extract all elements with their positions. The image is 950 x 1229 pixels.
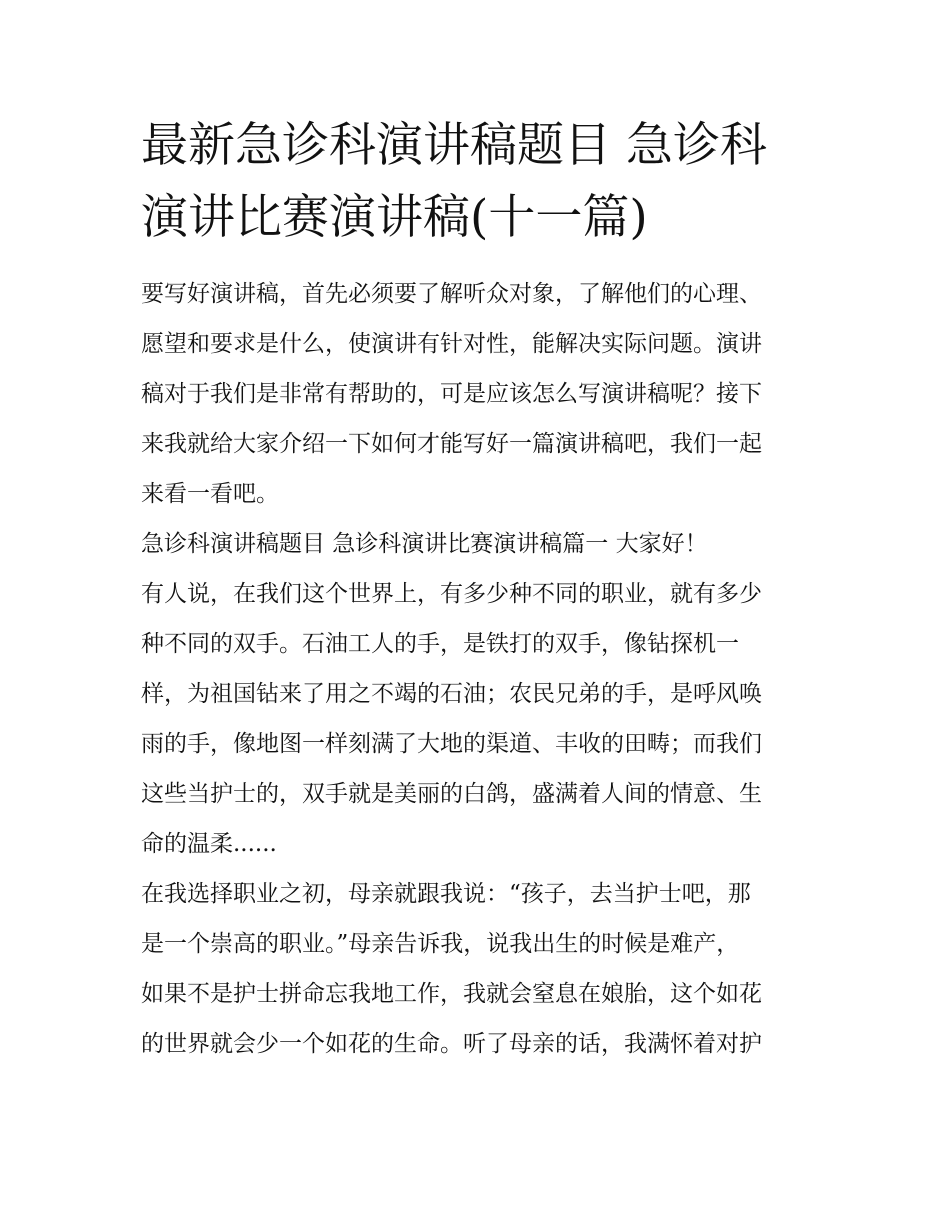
body-line: 是一个崇高的职业。”母亲告诉我，说我出生的时候是难产， [141,931,740,957]
body-line: 这些当护士的，双手就是美丽的白鸽，盛满着人间的情意、生 [141,781,762,807]
body-line: 如果不是护士拼命忘我地工作，我就会窒息在娘胎，这个如花 [141,981,762,1007]
body-line: 样，为祖国钻来了用之不竭的石油；农民兄弟的手，是呼风唤 [141,681,762,707]
title-line: 最新急诊科演讲稿题目 急诊科 [141,118,767,173]
body-line: 种不同的双手。石油工人的手，是铁打的双手，像钻探机一 [141,631,739,657]
document-title [141,110,813,254]
title-line: 演讲比赛演讲稿(十一篇) [141,190,648,245]
body-line: 来看一看吧。 [141,481,279,507]
body-line: 雨的手，像地图一样刻满了大地的渠道、丰收的田畴；而我们 [141,731,762,757]
body-line: 在我选择职业之初，母亲就跟我说：“孩子，去当护士吧，那 [141,881,751,907]
body-line: 来我就给大家介绍一下如何才能写好一篇演讲稿吧，我们一起 [141,431,762,457]
document-content [141,110,813,1069]
document-body [141,269,813,1069]
body-line: 有人说，在我们这个世界上，有多少种不同的职业，就有多少 [141,581,762,607]
body-line: 稿对于我们是非常有帮助的，可是应该怎么写演讲稿呢？接下 [141,381,762,407]
body-line: 的世界就会少一个如花的生命。听了母亲的话，我满怀着对护 [141,1031,762,1057]
body-line: 要写好演讲稿，首先必须要了解听众对象，了解他们的心理、 [141,281,762,307]
body-line: 命的温柔...... [141,831,277,857]
section-heading-line: 急诊科演讲稿题目 急诊科演讲比赛演讲稿篇一 大家好！ [141,531,708,557]
body-line: 愿望和要求是什么，使演讲有针对性，能解决实际问题。演讲 [141,331,762,357]
